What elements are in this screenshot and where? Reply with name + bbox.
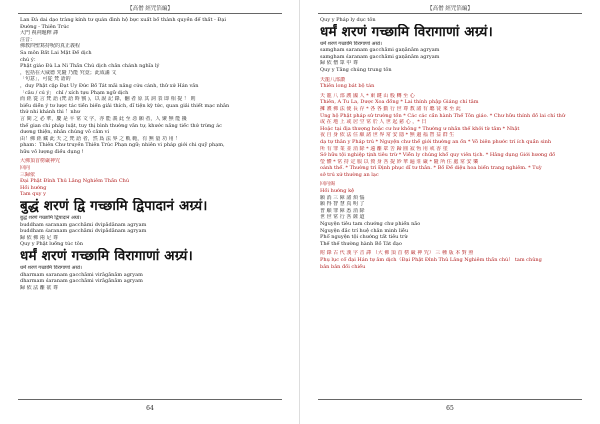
text-line: ，包括在大威德 咒隨 乃能 究竟；此成滿 文 — [20, 69, 117, 76]
right-verses-2 — [320, 195, 582, 248]
text-line: 歸 依 法 離 欲 尊 — [20, 284, 58, 291]
right-running-header: 【高僧 經咒箔編】 — [427, 6, 473, 12]
text-line: buddham śaranam gacchāmi dvipādānam agryam — [20, 228, 147, 235]
text-line: oánh thể. * Thường trì Định phục dĩ tư thân. * Bồ Đề diệu hoa biến trang nghiêm. * Tuỳ — [320, 165, 542, 172]
left-page-number: 64 — [146, 405, 154, 412]
text-line: 大佛頂首楞嚴神咒 — [20, 158, 61, 165]
text-line: Nguyện tiêu tam chướng chư phiền não — [320, 221, 421, 228]
right-page — [300, 0, 600, 424]
text-line: 大門 視祠題釋 譯 — [20, 30, 59, 37]
text-line: Phật giáo Đà La Ni Thần Chú dịch chân chánh nghĩa lý — [20, 63, 160, 70]
text-line: ，duy Phật cập Đạt Uy Đức Bồ Tát mãi năng cứu cánh, thử xứ Hán văn — [20, 82, 199, 89]
text-line: dạ tự thân y Pháp trú * Nguyện chư thế giới thường an ổn * Vô biên phước trí ích quần sinh — [320, 138, 552, 145]
text-line: Nguyện đắc trí huệ chân minh liễu — [320, 227, 409, 234]
left-intro-text — [20, 17, 282, 155]
right-sanskrit-verse-1: धर्मं शरणं गच्छामि विरागाणां अग्र्यं। — [320, 23, 493, 40]
text-line: Phụ lục cổ đại Hán tự âm dịch（Đại Phật Đỉnh Thủ Lăng Nghiêm thần chú） tam chủng — [320, 257, 542, 263]
left-verse-block-2 — [20, 265, 282, 291]
text-line: Đường - Thiên Trúc — [20, 23, 70, 30]
text-line: 天 龍 八 部 護 國 人 * 東 鍵 山 般 轉 至 心 — [320, 92, 415, 99]
text-line: 由！佛 經 藏 此 天 之 梵 語 者，然 爲 法 界 之 軌 範，有 無 量 功 用 ！ — [20, 135, 181, 142]
text-line: 擁 護 佛 法 使 長 存 * 各 各 勤 行 世 尊 教 諸 有 聽 徒 來 至 此 — [320, 105, 461, 112]
text-line: Sa môn Bất Lai Mật Đế dịch — [20, 49, 92, 56]
text-line: buddham saranam gacchāmi dvipādānam agryam — [20, 221, 147, 228]
text-line: 「câu / cú ý」 chỉ / xích tựu Phạm ngữ dịch — [20, 89, 129, 96]
left-sanskrit-verse-1: बुद्धं शरणं द्वि गच्छामि द्विपादानं अग्र्यं। — [20, 198, 208, 215]
text-line: Tam quy y — [20, 191, 46, 198]
text-line: Quy y Tăng chúng trung tôn — [320, 66, 392, 73]
text-line: biểu diễn ý tư lược tác tiền biến giải thích, dĩ tiện kỳ tức, quan giải thiết mạc nhân — [20, 102, 230, 109]
text-line: 願 消 三 障 諸 煩 惱 — [320, 194, 365, 201]
left-page-body — [20, 17, 282, 291]
text-line: 注音： — [20, 36, 36, 43]
left-footer-rule — [18, 399, 282, 400]
text-line: 「句意」，可從 梵 語的 — [20, 76, 71, 83]
text-line: Phổ nguyện tội chướng tất tiêu trừ — [320, 234, 408, 241]
text-line: Quy y Pháp ly dục tôn — [320, 17, 376, 23]
left-sanskrit-verse-2: धर्मं शरणं गच्छामि विरागाणां अग्र्यं। — [20, 248, 193, 264]
text-line: 普 願 罪 障 悉 消 除 — [320, 207, 365, 214]
text-line: samgham śaranam gacchāmi gaṇānām agryam — [320, 53, 440, 60]
text-line: Sở hữu tội nghiệp tịnh tiêu trừ * Viễn ly chúng khổ quy viên tịch. * Hằng dụng Giới hương đồ — [320, 152, 556, 159]
left-running-header: 【高僧 經咒箔編】 — [127, 6, 173, 12]
text-line: 願 得 智 慧 真 明 了 — [320, 201, 365, 208]
text-line: 或 在 地 上 或 居 空 常 於 人 世 起 慈 心 ，* 日 — [320, 119, 427, 126]
text-line: Thiên, A Tu La, Dược Xoa đồng * Lai thính phập Giáng chí tâm — [320, 99, 479, 106]
text-line: Hồi hướng — [20, 184, 47, 191]
left-header-rule — [18, 13, 282, 14]
text-line: 歸 依 僧 眾 中 尊 — [320, 60, 358, 67]
right-section-heading-2 — [320, 181, 582, 194]
text-line: धर्मं शरणं गच्छामि विरागाणां अग्र्यं। — [320, 40, 382, 47]
text-line: 附 錄 古 代 漢 字 音 譯 （大 佛 頂 首 楞 嚴 神 咒） 三 種 版 本 對 照 — [320, 250, 474, 257]
text-line: 歸 依 佛 兩 足 尊 — [20, 234, 58, 241]
text-line: 夜 自 身 依 法 住 願 諸 世 界 常 安 隱 * 無 邊 福 智 益 群 生 — [320, 132, 455, 139]
right-section-heading-1 — [320, 77, 582, 90]
text-line: 回向 — [20, 165, 31, 172]
right-appendix-note — [320, 250, 582, 270]
text-line: Ủng hộ Phật pháp sử trường tồn * Các các cần hành Thế Tôn giáo. * Chư hữu thính đồ lai chí thử — [320, 112, 566, 119]
text-line: samgham saranam gacchāmi gaṇānām agryam — [320, 47, 440, 54]
left-verse-block-1 — [20, 215, 282, 248]
text-line: 回向偈 — [320, 181, 336, 188]
text-line: Đại Phật Đỉnh Thủ Lăng Nghiêm Thần Chú — [20, 178, 130, 185]
text-line: dharmam śaranam gacchāmi virāgānām agryam — [20, 278, 143, 285]
text-line: thứ nhi khánh thi ！như — [20, 109, 81, 116]
right-footer-rule — [318, 399, 582, 400]
text-line: 所 有 罪 業 並 消 除 * 遠 離 眾 苦 歸 圓 寂 恆 用 戒 香 塗 — [320, 145, 448, 152]
right-verse-block-1 — [320, 41, 582, 74]
text-line: 天龍八部讚 — [320, 76, 346, 83]
text-line: pham：Thiên Chư truyền Thiên Trúc Phạn ngữ; nhiên vi pháp giới chi quỹ phạm, — [20, 142, 225, 149]
text-line: 世 世 常 行 菩 薩 道 — [320, 214, 365, 221]
text-line: Thiên long bát bộ tán — [320, 83, 375, 90]
text-line: धर्मं शरणं गच्छामि विरागाणां अग्र्यं। — [20, 265, 82, 271]
text-line: chú ý： — [20, 56, 39, 63]
left-section-heading — [20, 158, 282, 198]
right-header-rule — [318, 13, 582, 14]
text-line: 佛教四聖寫持呪的真正義程 — [20, 43, 81, 50]
text-line: dương thiện, nhân chúng vô cảm vi — [20, 129, 110, 136]
text-line: 而 經 從 言 梵 語 (梵 語 時 號 )，以 說 記 錄，翻 者 原 其 詞 表 即 相 提 ！ 則 — [20, 96, 196, 103]
text-line: dharmam saranam gacchāmi virāgānām agryam — [20, 271, 143, 278]
right-page-number: 65 — [446, 405, 454, 412]
text-line: thế gian chi pháp luật, tuy thị bình thường văn tự, khước năng tiếc thứ trừng ác — [20, 122, 222, 129]
right-page-body — [320, 17, 582, 270]
text-line: Hoặc tại địa thượng hoặc cư hư không * Thường ư nhân thế khởi từ tâm * Nhật — [320, 125, 520, 132]
text-line: Lan Đà dai dạo tràng kính tư quán đình hộ bực xuất bố thành quyền để thất - Đại — [20, 17, 226, 23]
text-line: Hồi hướng kệ — [320, 188, 355, 195]
text-line: 三歸依 — [20, 171, 36, 178]
text-line: Quy y Phật lưỡng túc tôn — [20, 241, 84, 248]
text-line: 言 間 之 必 華，慶 是 平 常 文 字，亦 能 義 此 至 惡 願 者，人 聚 無 能 擾 — [20, 115, 187, 122]
text-line: बुद्धं शरणं गच्छामि द्विपादानं अग्र्यं। — [20, 215, 82, 222]
right-verses-1 — [320, 93, 582, 179]
text-line: 瑩 體 * 常 持 定 服 以 資 身 菩 提 妙 華 遍 莊 嚴 * 隨 所 住 處 常 安 樂 — [320, 158, 479, 165]
text-line: sở trú xứ thường an lạc — [320, 171, 379, 178]
text-line: hữu vô lượng điều dụng ! — [20, 148, 84, 155]
text-line: Thế thế thường hành Bồ Tát đạo — [320, 240, 402, 247]
right-top-text — [320, 17, 582, 24]
text-line: bản bản đối chiếu — [320, 263, 366, 270]
